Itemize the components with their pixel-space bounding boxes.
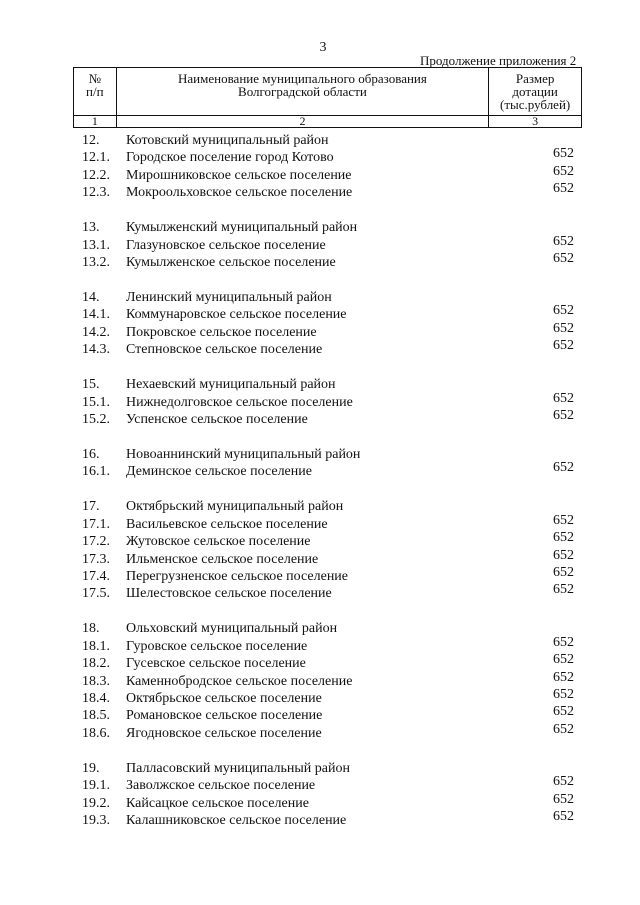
subsidy-amount: 652 <box>553 634 574 650</box>
subsidy-amount: 652 <box>553 408 574 423</box>
district-name: Котовский муниципальный район <box>126 133 329 148</box>
subsidy-amount: 652 <box>553 791 574 807</box>
settlement-name: Васильевское сельское поселение <box>126 516 328 532</box>
settlement-number: 19.3. <box>82 813 110 828</box>
settlement-name: Калашниковское сельское поселение <box>126 813 347 828</box>
subsidy-amount: 652 <box>553 320 574 336</box>
settlement-name: Кумылженское сельское поселение <box>126 255 336 270</box>
settlement-number: 12.3. <box>82 185 110 201</box>
subsidy-amount: 652 <box>553 338 574 354</box>
subsidy-amount: 652 <box>553 652 574 668</box>
settlement-number: 12.2. <box>82 167 110 183</box>
header-col-index-2: 2 <box>116 116 489 128</box>
settlement-number: 16.1. <box>82 464 110 480</box>
settlement-name: Гуровское сельское поселение <box>126 638 308 654</box>
settlement-number: 18.2. <box>82 656 110 672</box>
district-number: 14. <box>82 290 100 305</box>
header-col-number <box>74 68 117 116</box>
subsidy-amount: 652 <box>553 774 574 790</box>
settlement-name: Мокроольховское сельское поселение <box>126 185 353 201</box>
district-name: Нехаевский муниципальный район <box>126 377 336 393</box>
settlement-name: Деминское сельское поселение <box>126 464 312 480</box>
header-col-index-1: 1 <box>74 116 117 128</box>
settlement-number: 14.3. <box>82 342 110 358</box>
subsidy-amount: 652 <box>553 512 574 528</box>
subsidy-amount: 652 <box>553 251 574 266</box>
settlement-name: Ягодновское сельское поселение <box>126 725 322 741</box>
header-col-name-line1: Наименование муниципального образования <box>178 71 427 86</box>
settlement-number: 17.3. <box>82 551 110 567</box>
subsidy-amount: 652 <box>553 582 574 598</box>
settlement-name: Покровское сельское поселение <box>126 324 317 340</box>
district-name: Новоаннинский муниципальный район <box>126 447 361 462</box>
settlement-name: Ильменское сельское поселение <box>126 551 319 567</box>
settlement-number: 18.1. <box>82 638 110 654</box>
continuation-note: Продолжение приложения 2 <box>420 53 577 68</box>
header-col-name <box>116 68 489 116</box>
header-col-amount-line1: Размер <box>515 71 555 86</box>
settlement-name: Гусевское сельское поселение <box>126 656 306 672</box>
header-col-name-line2: Волгоградской области <box>238 84 367 99</box>
settlement-number: 14.1. <box>82 307 110 323</box>
settlement-name: Нижнедолговское сельское поселение <box>126 394 353 410</box>
subsidy-amount: 652 <box>553 163 574 179</box>
header-col-number-line2: п/п <box>86 84 104 99</box>
settlement-name: Заволжское сельское поселение <box>126 778 316 794</box>
header-col-number-line1: № <box>88 71 102 86</box>
subsidy-amount: 652 <box>553 530 574 546</box>
settlement-number: 18.6. <box>82 725 110 741</box>
settlement-number: 15.2. <box>82 412 110 427</box>
district-name: Кумылженский муниципальный район <box>126 220 358 236</box>
subsidy-amount: 652 <box>553 390 574 406</box>
subsidy-amount: 652 <box>553 460 574 476</box>
settlement-number: 17.5. <box>82 586 110 602</box>
district-name: Октябрьский муниципальный район <box>126 499 344 515</box>
settlement-number: 17.2. <box>82 534 110 550</box>
district-name: Ленинский муниципальный район <box>126 290 332 305</box>
district-number: 18. <box>82 621 100 637</box>
settlement-name: Степновское сельское поселение <box>126 342 323 358</box>
district-number: 13. <box>82 220 100 236</box>
subsidy-amount: 652 <box>553 233 574 249</box>
page-number: 3 <box>319 40 327 55</box>
settlement-number: 13.2. <box>82 255 110 270</box>
settlement-name: Городское поселение город Котово <box>126 150 334 166</box>
subsidy-amount: 652 <box>553 687 574 702</box>
settlement-number: 19.2. <box>82 795 110 811</box>
settlement-number: 18.5. <box>82 708 110 724</box>
district-number: 12. <box>82 133 100 148</box>
district-number: 16. <box>82 447 100 462</box>
settlement-name: Октябрьское сельское поселение <box>126 691 322 706</box>
settlement-name: Успенское сельское поселение <box>126 412 308 427</box>
subsidy-amount: 652 <box>553 809 574 824</box>
district-name: Палласовский муниципальный район <box>126 760 350 776</box>
district-number: 15. <box>82 377 100 393</box>
settlement-name: Мирошниковское сельское поселение <box>126 167 352 183</box>
subsidy-amount: 652 <box>553 565 574 580</box>
header-col-amount-line2: дотации <box>512 84 558 99</box>
settlement-name: Перегрузненское сельское поселение <box>126 569 349 584</box>
settlement-number: 18.3. <box>82 673 110 689</box>
subsidy-amount: 652 <box>553 146 574 162</box>
district-name: Ольховский муниципальный район <box>126 621 338 637</box>
subsidy-amount: 652 <box>553 547 574 563</box>
settlement-name: Глазуновское сельское поселение <box>126 237 326 253</box>
settlement-number: 19.1. <box>82 778 110 794</box>
settlement-number: 18.4. <box>82 691 110 706</box>
settlement-name: Коммунаровское сельское поселение <box>126 307 347 323</box>
header-col-amount <box>489 68 582 116</box>
settlement-name: Романовское сельское поселение <box>126 708 323 724</box>
settlement-name: Кайсацкое сельское поселение <box>126 795 309 811</box>
subsidy-amount: 652 <box>553 721 574 737</box>
settlement-number: 15.1. <box>82 394 110 410</box>
header-col-index-3: 3 <box>489 116 582 128</box>
settlement-name: Каменнобродское сельское поселение <box>126 673 353 689</box>
settlement-number: 17.1. <box>82 516 110 532</box>
settlement-number: 12.1. <box>82 150 110 166</box>
settlement-number: 17.4. <box>82 569 110 584</box>
header-col-amount-line3: (тыс.рублей) <box>499 97 571 112</box>
district-number: 19. <box>82 760 100 776</box>
settlement-name: Шелестовское сельское поселение <box>126 586 332 602</box>
subsidy-amount: 652 <box>553 669 574 685</box>
settlement-number: 14.2. <box>82 324 110 340</box>
district-number: 17. <box>82 499 100 515</box>
settlement-number: 13.1. <box>82 237 110 253</box>
subsidy-amount: 652 <box>553 181 574 197</box>
table-header <box>73 67 582 128</box>
subsidy-amount: 652 <box>553 704 574 720</box>
subsidy-amount: 652 <box>553 303 574 319</box>
settlement-name: Жутовское сельское поселение <box>126 534 311 550</box>
